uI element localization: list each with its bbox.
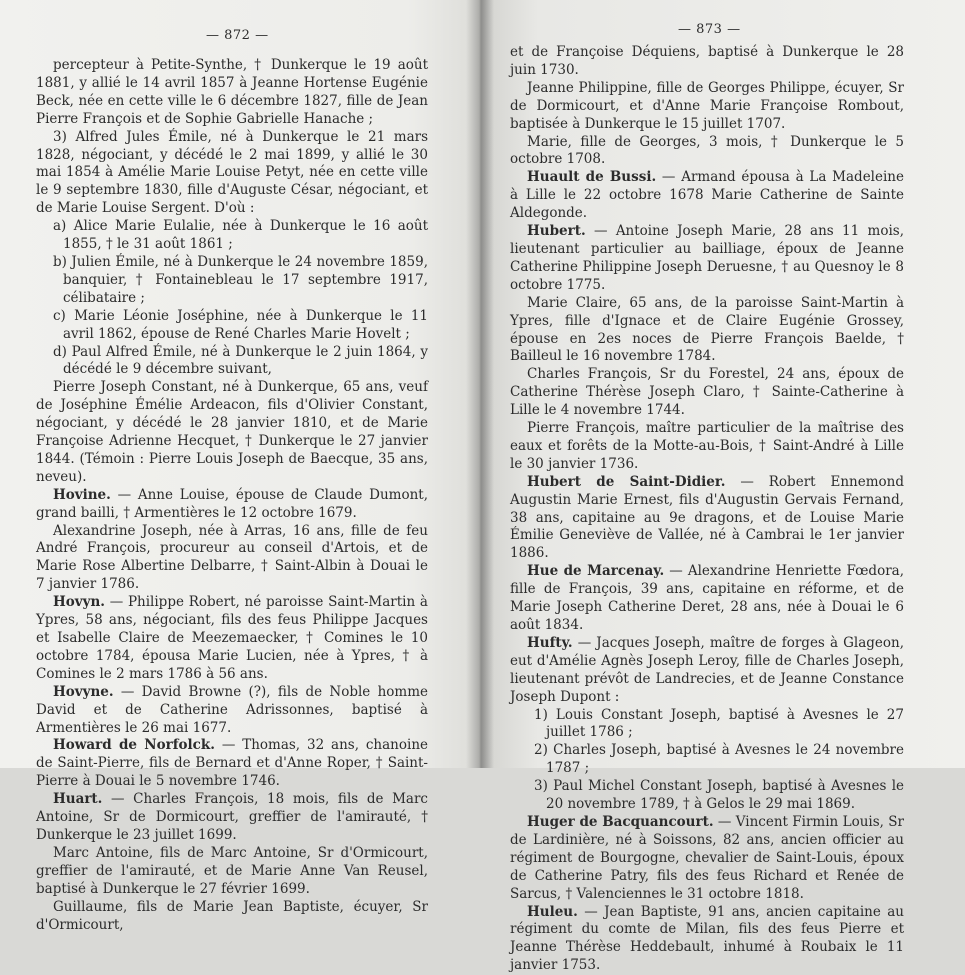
paragraph: Marie Claire, 65 ans, de la paroisse Saint-Martin à Ypres, fille d'Ignace et de Claire Eugénie Grossey, épouse en 2es noces de Pierre François Baelde, † Bailleul le 16 novembre 1784. [510, 295, 904, 367]
entry-heading: Huger de Bacquancourt. [527, 814, 714, 830]
paragraph: Marie, fille de Georges, 3 mois, † Dunkerque le 5 octobre 1708. [510, 134, 904, 170]
list-item: 3) Paul Michel Constant Joseph, baptisé à Avesnes le 20 novembre 1789, † à Gelos le 29 mai 1869. [510, 778, 904, 814]
entry: Huault de Bussi. — Armand épousa à La Madeleine à Lille le 22 octobre 1678 Marie Catherine de Sainte Aldegonde. [510, 169, 904, 223]
paragraph: 3) Alfred Jules Émile, né à Dunkerque le 21 mars 1828, négociant, y décédé le 2 mai 1899, y allié le 30 mai 1854 à Amélie Marie Louise Petyt, née en cette ville le 9 septembre 1830, fille d'Auguste César, négociant, et de Marie Louise Sergent. D'où : [36, 129, 428, 219]
entry: Huart. — Charles François, 18 mois, fils de Marc Antoine, Sr de Dormicourt, greffier de l'amirauté, † Dunkerque le 23 juillet 1699. [36, 791, 428, 845]
paragraph: percepteur à Petite-Synthe, † Dunkerque le 19 août 1881, y allié le 14 avril 1857 à Jeanne Hortense Eugénie Beck, née en cette ville le 6 décembre 1827, fille de Jean Pierre François et de Sophie Gabrielle Hanache ; [36, 57, 428, 129]
page-number: — 873 — [678, 22, 741, 37]
list-item: d) Paul Alfred Émile, né à Dunkerque le 2 juin 1864, y décédé le 9 décembre suivant, [36, 344, 428, 380]
entry-heading: Hubert de Saint-Didier. [527, 474, 725, 490]
paragraph: Marc Antoine, fils de Marc Antoine, Sr d'Ormicourt, greffier de l'amirauté, et de Marie Anne Van Reusel, baptisé à Dunkerque le 27 février 1699. [36, 845, 428, 899]
entry-heading: Hovine. [53, 487, 111, 503]
entry-heading: Huleu. [527, 904, 578, 920]
list-item: b) Julien Émile, né à Dunkerque le 24 novembre 1859, banquier, † Fontainebleau le 17 septembre 1917, célibataire ; [36, 254, 428, 308]
entry: Huleu. — Jean Baptiste, 91 ans, ancien capitaine au régiment du comte de Milan, fils des feus Pierre et Jeanne Thérèse Heddebault, inhumé à Roubaix le 11 janvier 1753. [510, 904, 904, 975]
paragraph: Charles François, Sr du Forestel, 24 ans, époux de Catherine Thérèse Joseph Claro, † Sainte-Catherine à Lille le 4 novembre 1744. [510, 366, 904, 420]
entry: Huger de Bacquancourt. — Vincent Firmin Louis, Sr de Lardinière, né à Soissons, 82 ans, ancien officier au régiment de Bourgogne, chevalier de Saint-Louis, époux de Catherine Patry, fils des feus Richard et Renée de Sarcus, † Valenciennes le 31 octobre 1818. [510, 814, 904, 904]
entry-heading: Huault de Bussi. [527, 169, 656, 185]
paragraph: Alexandrine Joseph, née à Arras, 16 ans, fille de feu André François, procureur au conseil d'Artois, et de Marie Rose Albertine Delbarre, † Saint-Albin à Douai le 7 janvier 1786. [36, 523, 428, 595]
entry: Hovine. — Anne Louise, épouse de Claude Dumont, grand bailli, † Armentières le 12 octobre 1679. [36, 487, 428, 523]
entry-heading: Huart. [53, 791, 102, 807]
list-item: c) Marie Léonie Joséphine, née à Dunkerque le 11 avril 1862, épouse de René Charles Marie Hovelt ; [36, 308, 428, 344]
list-item: a) Alice Marie Eulalie, née à Dunkerque le 16 août 1855, † le 31 août 1861 ; [36, 218, 428, 254]
paragraph: et de Françoise Déquiens, baptisé à Dunkerque le 28 juin 1730. [510, 44, 904, 80]
entry-heading: Hovyne. [53, 684, 114, 700]
paragraph: Guillaume, fils de Marie Jean Baptiste, écuyer, Sr d'Ormicourt, [36, 899, 428, 935]
entry-heading: Hue de Marcenay. [527, 563, 664, 579]
entry: Hovyn. — Philippe Robert, né paroisse Saint-Martin à Ypres, 58 ans, négociant, fils des feus Philippe Jacques et Isabelle Claire de Meezemaecker, † Comines le 10 octobre 1784, épousa Marie Lucien, née à Ypres, † à Comines le 2 mars 1786 à 56 ans. [36, 594, 428, 684]
page-number: — 872 — [206, 28, 269, 43]
entry: Hufty. — Jacques Joseph, maître de forges à Glageon, eut d'Amélie Agnès Joseph Leroy, fille de Charles Joseph, lieutenant prévôt de Landrecies, et de Jeanne Constance Joseph Dupont : [510, 635, 904, 707]
entry: Howard de Norfolck. — Thomas, 32 ans, chanoine de Saint-Pierre, fils de Bernard et d'Anne Roper, † Saint-Pierre à Douai le 5 novembre 1746. [36, 737, 428, 791]
list-item: 2) Charles Joseph, baptisé à Avesnes le 24 novembre 1787 ; [510, 742, 904, 778]
left-page [0, 0, 480, 768]
entry: Hubert. — Antoine Joseph Marie, 28 ans 11 mois, lieutenant particulier au bailliage, époux de Jeanne Catherine Philippine Joseph Deruesne, † au Quesnoy le 8 octobre 1775. [510, 223, 904, 295]
entry-heading: Hufty. [527, 635, 573, 651]
entry: Hubert de Saint-Didier. — Robert Ennemond Augustin Marie Ernest, fils d'Augustin Gervais Fernand, 38 ans, capitaine au 9e dragons, et de Louise Marie Émilie Geneviève de Vallée, né à Cambrai le 1er janvier 1886. [510, 474, 904, 564]
entry: Hue de Marcenay. — Alexandrine Henriette Fœdora, fille de François, 39 ans, capitaine en réforme, et de Marie Joseph Catherine Deret, 28 ans, née à Douai le 6 août 1834. [510, 563, 904, 635]
entry-heading: Howard de Norfolck. [53, 737, 215, 753]
entry-heading: Hovyn. [53, 594, 105, 610]
entry: Hovyne. — David Browne (?), fils de Noble homme David et de Catherine Adrissonnes, baptisé à Armentières le 26 mai 1677. [36, 684, 428, 738]
paragraph: Pierre Joseph Constant, né à Dunkerque, 65 ans, veuf de Joséphine Émélie Ardeacon, fils d'Olivier Constant, négociant, y décédé le 28 janvier 1810, et de Marie Françoise Adrienne Hecquet, † Dunkerque le 27 janvier 1844. (Témoin : Pierre Louis Joseph de Baecque, 35 ans, neveu). [36, 379, 428, 486]
right-page [480, 0, 965, 768]
entry-heading: Hubert. [527, 223, 586, 239]
text-column [36, 57, 428, 934]
text-column [510, 44, 904, 975]
book-gutter [466, 0, 494, 768]
paragraph: Jeanne Philippine, fille de Georges Philippe, écuyer, Sr de Dormicourt, et d'Anne Marie Françoise Rombout, baptisée à Dunkerque le 15 juillet 1707. [510, 80, 904, 134]
list-item: 1) Louis Constant Joseph, baptisé à Avesnes le 27 juillet 1786 ; [510, 707, 904, 743]
paragraph: Pierre François, maître particulier de la maîtrise des eaux et forêts de la Motte-au-Bois, † Saint-André à Lille le 30 janvier 1736. [510, 420, 904, 474]
